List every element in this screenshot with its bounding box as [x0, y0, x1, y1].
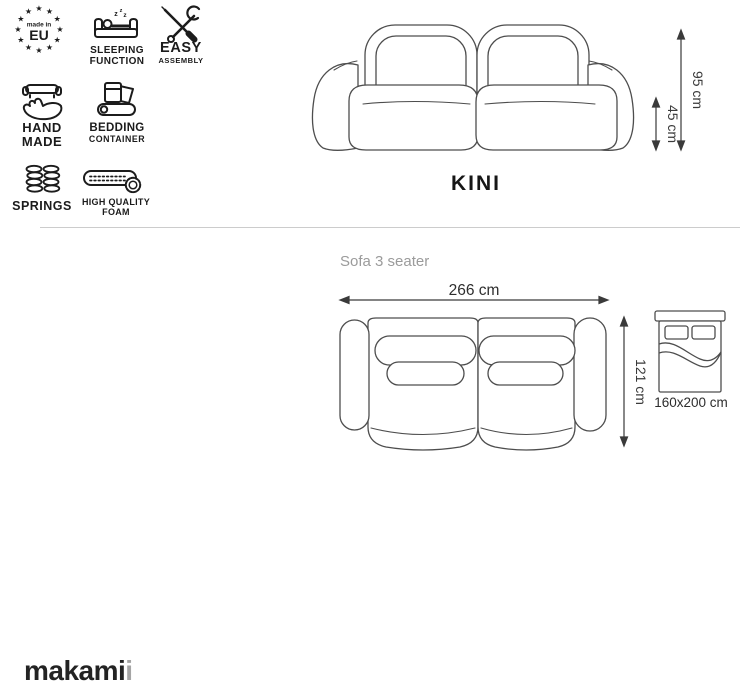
- sleeping-function-label: SLEEPING FUNCTION: [89, 45, 145, 67]
- svg-text:z: z: [114, 11, 118, 18]
- sofa-top-view-drawing: [330, 278, 650, 458]
- svg-text:★: ★: [24, 6, 33, 16]
- made-in-label: made in: [26, 21, 52, 29]
- bedding-container-label: BEDDING CONTAINER: [88, 122, 146, 144]
- svg-text:★: ★: [45, 43, 54, 53]
- bed-top-view-icon: [650, 308, 730, 396]
- springs-icon: [24, 164, 62, 196]
- svg-text:★: ★: [17, 35, 25, 45]
- svg-text:★: ★: [14, 25, 22, 34]
- sofa-front-view-drawing: [290, 20, 710, 170]
- easy-assembly-icon: [158, 5, 202, 43]
- svg-text:★: ★: [53, 35, 61, 45]
- svg-text:z: z: [123, 12, 127, 19]
- eu-label: EU: [29, 27, 49, 43]
- svg-text:★: ★: [45, 6, 54, 16]
- easy-assembly-label: EASY ASSEMBLY: [158, 40, 204, 65]
- brand-logo: [24, 655, 133, 687]
- bed-size-label: 160x200 cm: [654, 395, 728, 410]
- brand-logo-main: makami: [24, 655, 126, 686]
- depth-dimension-label: 121 cm: [633, 359, 649, 405]
- svg-text:z: z: [119, 8, 123, 14]
- height-dimension-label: 95 cm: [690, 70, 706, 110]
- svg-text:★: ★: [17, 14, 25, 24]
- seat-height-dimension-label: 45 cm: [665, 104, 681, 144]
- feature-grid: [0, 0, 230, 230]
- svg-text:★: ★: [24, 43, 33, 53]
- svg-text:★: ★: [35, 46, 43, 55]
- section-divider: [40, 227, 740, 228]
- hand-made-label: HAND MADE: [21, 120, 63, 149]
- width-dimension-label: 266 cm: [448, 282, 500, 299]
- high-quality-foam-label: HIGH QUALITY FOAM: [81, 197, 151, 217]
- springs-label: SPRINGS: [12, 199, 72, 213]
- high-quality-foam-icon: [82, 166, 144, 198]
- eu-stars-icon: [13, 4, 65, 56]
- svg-text:★: ★: [53, 14, 61, 24]
- variant-label: Sofa 3 seater: [340, 253, 430, 270]
- sleeping-function-icon: [93, 6, 139, 42]
- depth-dimension-line: [621, 317, 628, 446]
- bedding-container-icon: [92, 80, 142, 126]
- product-name: KINI: [451, 172, 501, 195]
- svg-text:★: ★: [35, 4, 43, 13]
- brand-logo-accent: i: [125, 655, 133, 686]
- svg-text:★: ★: [56, 25, 64, 34]
- hand-made-icon: [16, 82, 68, 122]
